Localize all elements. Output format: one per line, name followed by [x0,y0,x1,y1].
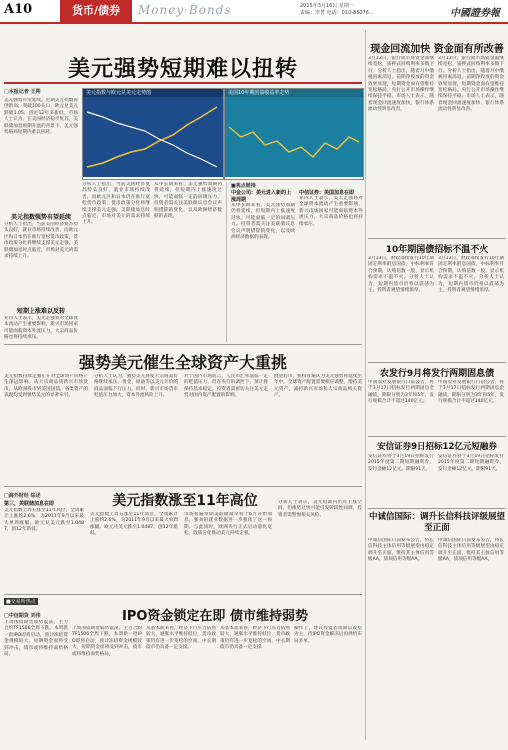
bottom1-body-col3: 市场普遍预期美联储最早将于6月开始加息，强劲的就业数据进一步强化了这一预期。与此同时，欧洲央行正式启动量化宽松，政策分化推动美元持续走强。 [184,512,272,537]
viewpoint-body-2: 业内人士表示，美元走强将对全球资本流动产生重要影响，新兴市场国家可能面临资本外流压力，大宗商品价格也将持续承压。 [299,196,363,227]
masthead [0,0,508,24]
section-label-en: Money·Bonds [138,3,232,17]
bottom1-subhead: 第三，美联储加息在即 [4,501,55,507]
right-bottom-headline: 中诚信国际：调升长信科技评级展望至正面 [368,512,505,533]
divider [4,486,362,487]
viewpoint-subhead-2: 中信证券：美国加息在即 [299,190,355,196]
chart-dollar-index [82,88,224,180]
right-top-headline: 现金回流加快 资金面有所改善 [370,44,504,55]
bottom2-body-col2: 上周国债期货弱势震荡，主力合约TF1506全周下跌。本周新一批IPO即将启动，预计冻结资金规模较大，短期资金面将受到冲击，债市或将维持弱势格局。 [72,626,142,657]
bottom2-author: □中信期货 刘伟 [4,613,41,619]
bottom2-headline: IPO资金锁定在即 债市维持弱势 [122,609,308,624]
bottom2-body-col1: 上周国债期货弱势震荡，主力合约TF1506全周下跌。本周新一批IPO即将启动，预计冻结资金规模较大，短期资金面将受到冲击，债市或将维持弱势格局。 [4,620,68,658]
paper-logo: 中國證券報 [450,8,500,19]
mid-body-col1: 美元指数持续走强正在对全球资产价格产生深远影响。从大宗商品到新兴市场货币，从欧洲股市到美国国债，各类资产的表现均受到强势美元的显著牵引。 [4,374,88,399]
right-bottom-body-col2: 中诚信国际日前发布公告，将长信科技主体信用等级展望由稳定调升至正面，维持其主体信用等级AA，债项信用等级AA。 [438,538,504,563]
bottom1-headline: 美元指数涨至11年高位 [112,493,258,509]
chart-treasury-yield-plot [225,97,363,177]
divider [368,238,506,239]
lead-subhead-2: 短期上涨难以反转 [16,308,65,315]
lead-rule [4,82,362,84]
right-mid3-body-col1: 安信证券将于3月19日招标发行2015年度第二期短期融资券，发行金额12亿元，期限91天。 [368,454,434,472]
right-mid1-body-col2: 3月13日，财政部续发行10年期固定利率附息国债，中标利率符合预期，认购倍数一般，显示机构需求不温不火。分析人士认为，短期内债市仍将以震荡为主，投资者观望情绪浓厚。 [438,256,504,294]
right-bottom-body-col1: 中诚信国际日前发布公告，将长信科技主体信用等级展望由稳定调升至正面，维持其主体信用等级AA，债项信用等级AA。 [368,538,434,563]
right-mid1-headline: 10年期国债招标不温不火 [385,245,489,255]
page-number: A10 [4,2,33,17]
viewpoint-subhead-1: 中金公司：美元进入新的上涨周期 [231,190,292,203]
bottom1-author: □海外财经 综述 [4,493,41,499]
divider [4,594,362,595]
date-line: 2015年3月16日 星期一 [300,3,354,9]
bottom2-tag: ■交易所热点 [6,599,36,605]
divider [368,508,506,509]
lead-body-col1: 美元强势有望延续。近期美元指数再创新高，突破100关口，欧元兑美元跌破1.05，创近12年来新低。市场人士认为，在美国经济稳步复苏、美联储加息预期升温的背景下，美元强势格局短期内难以扭转。 [4,98,78,136]
lead-subhead-1: 美元指数强势有望延续 [10,214,71,221]
bottom1-body-col2: 美元指数上周五涨至11年高位，全周累计上涨约2.6%，为2011年9月以来最大单周涨幅。欧元兑美元跌至1.0487，创12年新低。 [90,512,178,537]
right-top-body-col1: 3月13日，银行间市场资金面继续宽松，质押式回购利率多数下行。分析人士指出，随着月中缴税因素消退，前期净投放的资金效果显现，短期资金面有望维持宽松格局。央行公开市场操作继续保持平稳。市场人士表示，随着现金回流速度加快，银行体系流动性明显改善。 [368,56,434,113]
right-mid2-body-col1: 中国农业发展银行日前公告，将于3月17日招标发行两期固息金融债，期限分别为3年和5年，发行规模合计不超过140亿元。 [368,380,434,405]
section-label: 货币/债券 [60,0,132,22]
divider [368,362,506,363]
right-top-body-col2: 3月13日，银行间市场资金面继续宽松，质押式回购利率多数下行。分析人士指出，随着月中缴税因素消退，前期净投放的资金效果显现，短期资金面有望维持宽松格局。央行公开市场操作继续保持平稳。市场人士表示，随着现金回流速度加快，银行体系流动性明显改善。 [438,56,504,113]
divider [4,344,362,345]
right-mid2-body-col2: 中国农业发展银行日前公告，将于3月17日招标发行两期固息金融债，期限分别为3年和5年，发行规模合计不超过140亿元。 [438,380,504,405]
viewpoint-title: ■观点链接 [231,183,256,189]
chart-treasury-yield [224,88,364,180]
lead-body-col1b: 分析人士指出，当前美国经济复苏势头良好，就业市场持续改善，而欧元区和日本仍在推行宽松货币政策，货币政策分化将继续支撑美元走强。美联储加息时点临近，市场对美元的需求持续上升。 [4,222,78,260]
chart-dollar-index-plot [83,97,223,177]
bottom2-body-col4: 从基本面来看，经济下行压力依然较大，通胀水平维持低位，货币政策仍有进一步宽松的空间，中长期债市仍具备一定支撑。 [220,626,290,651]
viewpoint-body-1: 从中长期来看，美元强势周期仍将延续，但短期内上涨速度过快，可能面临一定的回调压力。投资者需关注美联储议息会议声明措辞的变化，以及欧洲经济数据的表现。 [231,203,295,241]
lead-author: □本报记者 王朔 [4,89,41,95]
chart-background [83,97,223,177]
column-divider [365,30,366,740]
lead-headline: 美元强势短期难以扭转 [67,57,298,82]
mid-body-col2: 分析人士认为，强势美元将使大宗商品价格继续承压，黄金、原油等以美元计价的商品面临下行压力。同时，新兴市场货币贬值压力加大，资本外流风险上升。 [94,374,178,399]
mid-body-col3: 对于国内市场而言，人民币汇率面临一定的贬值压力，但在央行的调控下，预计将保持基本稳定。投资者需密切关注美元走势对国内资产配置的影响。 [184,374,268,399]
chart-background [225,97,363,177]
viewpoint-box [226,182,363,342]
editor-line: 责编：李菁 电话：010-83076... [300,10,374,16]
right-mid2-headline: 农发行9月将发行两期固息债 [379,369,495,379]
divider [368,436,506,437]
bottom2-body-col3: 从基本面来看，经济下行压力依然较大，通胀水平维持低位，货币政策仍有进一步宽松的空间，中长期债市仍具备一定支撑。 [146,626,216,651]
lead-body-col3: 从中长期来看，美元强势周期仍将延续，但短期内上涨速度过快，可能面临一定的回调压力。投资者需关注美联储议息会议声明措辞的变化，以及欧洲经济数据的表现。 [154,182,222,220]
right-mid3-headline: 安信证券9日招标12亿元短融券 [377,442,497,452]
masthead-meta [300,3,374,17]
mid-body-col4: 展望后市，机构普遍认为美元强势将延续至年中，全球资产配置需要相应调整，增持美元资产，减持新兴市场和大宗商品相关资产。 [274,374,362,399]
bottom1-body-col1: 美元指数上周五涨至11年高位，全周累计上涨约2.6%，为2011年9月以来最大单周涨幅。欧元兑美元跌至1.0487，创12年新低。 [4,508,84,533]
right-mid1-body-col1: 3月13日，财政部续发行10年期固定利率附息国债，中标利率符合预期，认购倍数一般，显示机构需求不温不火。分析人士认为，短期内债市仍将以震荡为主，投资者观望情绪浓厚。 [368,256,434,294]
lead-body-col1c: 业内人士表示，美元走强将对全球资本流动产生重要影响，新兴市场国家可能面临资本外流压力，大宗商品价格也将持续承压。 [4,316,78,340]
right-mid3-body-col2: 安信证券将于3月19日招标发行2015年度第二期短期融资券，发行金额12亿元，期限91天。 [438,454,504,472]
chart-title: 美元指数与欧元兑美元走势图 [83,89,223,97]
lead-body-col2: 分析人士指出，当前美国经济复苏势头良好，就业市场持续改善，而欧元区和日本仍在推行宽松货币政策，货币政策分化将继续支撑美元走强。美联储加息时点临近，市场对美元的需求持续上升。 [82,182,150,226]
bottom2-body-col5: 操作上，建议投资者短期以观望为主，待IPO资金解冻后再择机布局多单。 [294,626,362,644]
bottom1-body-col4: 分析人士表示，美元短期内仍有上涨空间，但涨势过快可能引发阶段性回调，投资者需警惕相关风险。 [278,500,362,518]
mid-headline: 强势美元催生全球资产大重挑 [78,353,287,372]
chart-title: 美国10年期国债收益率走势 [225,89,363,97]
